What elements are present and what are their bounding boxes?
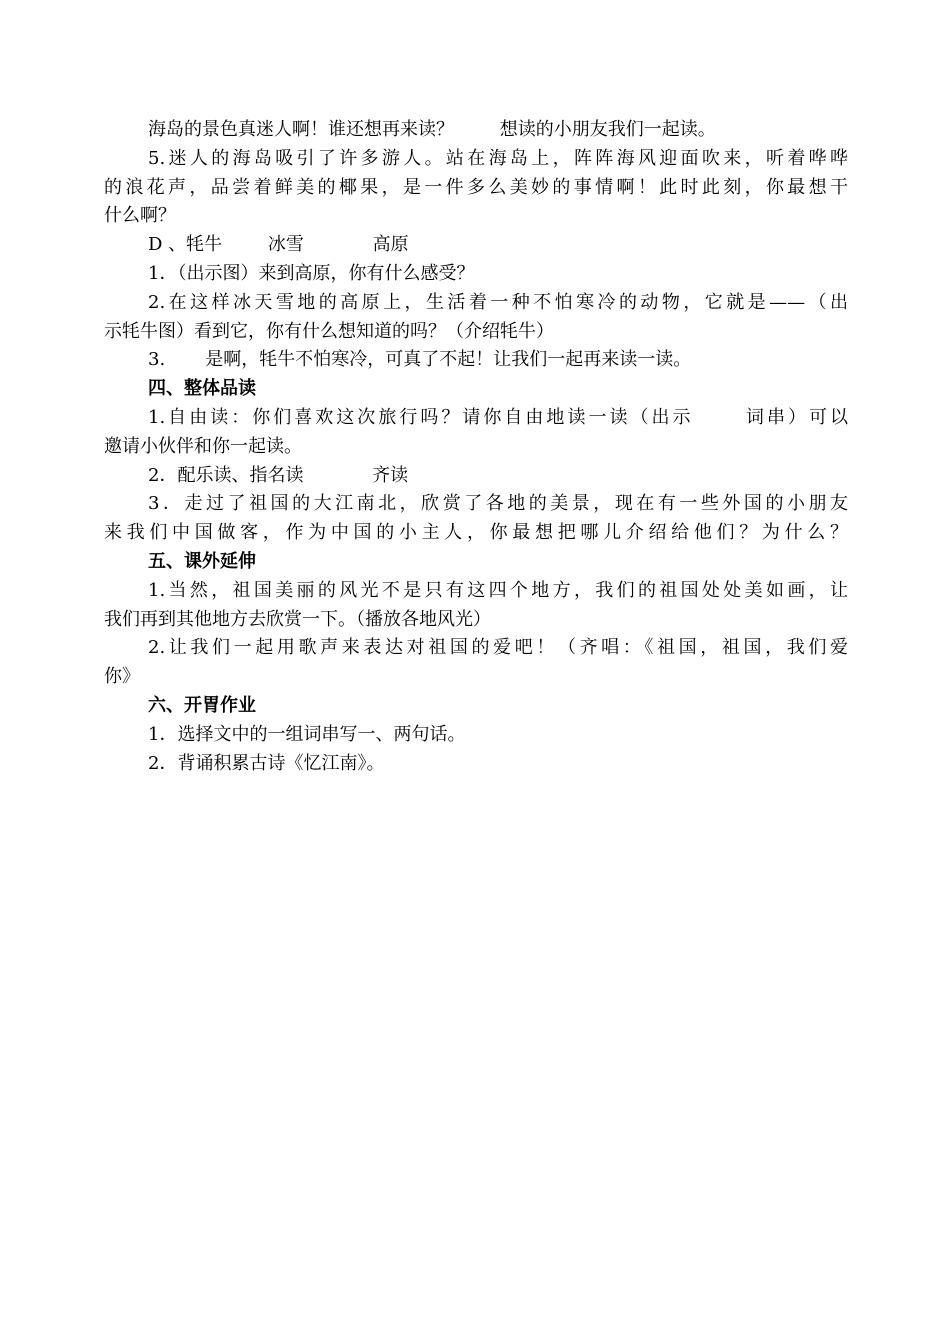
text-line: 2．配乐读、指名读 齐读: [148, 464, 409, 486]
section-heading: 四、整体品读: [148, 378, 256, 400]
text-line: 3．走过了祖国的大江南北，欣赏了各地的美景，现在有一些外国的小朋友: [148, 493, 848, 515]
document-page: [104, 116, 848, 778]
text-line: 1．选择文中的一组词串写一、两句话。: [148, 723, 466, 745]
text-line: 1.自由读：你们喜欢这次旅行吗？请你自由地读一读（出示 词串）可以: [148, 406, 848, 428]
text-line: 邀请小伙伴和你一起读。: [104, 435, 302, 457]
text-line: 我们再到其他地方去欣赏一下。（播放各地风光）: [104, 608, 491, 630]
text-line: 1.当然，祖国美丽的风光不是只有这四个地方，我们的祖国处处美如画，让: [148, 579, 848, 601]
text-line: 海岛的景色真迷人啊！谁还想再来读？ 想读的小朋友我们一起读。: [148, 119, 716, 140]
text-line: 的浪花声，品尝着鲜美的椰果，是一件多么美妙的事情啊！此时此刻，你最想干: [104, 176, 848, 198]
text-line: D 、牦牛 冰雪 高原: [148, 234, 409, 256]
text-line: 2．背诵积累古诗《忆江南》。: [148, 752, 385, 774]
text-line: 2.让我们一起用歌声来表达对祖国的爱吧！（齐唱：《祖国，祖国，我们爱: [148, 637, 848, 659]
text-line: 1．（出示图）来到高原，你有什么感受？: [148, 262, 475, 284]
text-line: 5.迷人的海岛吸引了许多游人。站在海岛上，阵阵海风迎面吹来，听着哗哗: [148, 147, 848, 169]
text-line: 什么啊？: [104, 205, 176, 227]
text-line: 3. 是啊，牦牛不怕寒冷，可真了不起！让我们一起再来读一读。: [148, 349, 692, 371]
text-line: 你》: [104, 666, 140, 688]
section-heading: 六、开胃作业: [148, 694, 256, 716]
text-line: 来我们中国做客，作为中国的小主人，你最想把哪儿介绍给他们？为什么？: [104, 522, 848, 544]
text-line: 2.在这样冰天雪地的高原上，生活着一种不怕寒冷的动物，它就是——（出: [148, 291, 848, 313]
text-line: 示牦牛图）看到它，你有什么想知道的吗？（介绍牦牛）: [104, 320, 554, 342]
section-heading: 五、课外延伸: [148, 550, 256, 572]
